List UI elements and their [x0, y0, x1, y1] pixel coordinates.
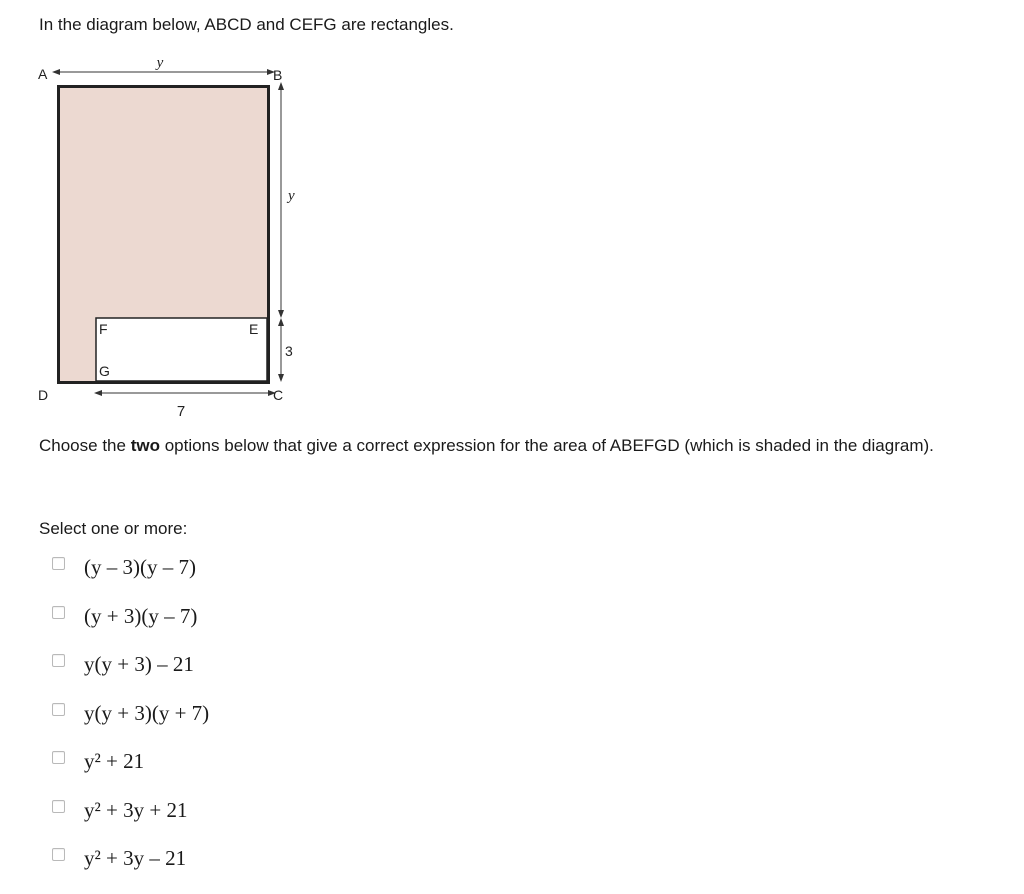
- option-4-checkbox[interactable]: [52, 703, 65, 716]
- arrowhead: [278, 374, 284, 382]
- question-text: Choose the two options below that give a correct expression for the area of ABEFGD (which is shaded in the diagram).: [39, 436, 934, 455]
- option-1-label[interactable]: (y – 3)(y – 7): [84, 555, 196, 579]
- option-7-label[interactable]: y² + 3y – 21: [84, 846, 187, 870]
- vertex-e: E: [249, 321, 259, 337]
- vertex-d: D: [38, 387, 49, 403]
- top-length-label: y: [156, 55, 164, 71]
- question-emphasis: two: [130, 436, 160, 455]
- option-3-label[interactable]: y(y + 3) – 21: [84, 652, 194, 676]
- select-instruction: Select one or more:: [39, 519, 188, 538]
- ce-length-label: 3: [285, 343, 293, 359]
- arrowhead: [278, 82, 284, 90]
- option-6-checkbox[interactable]: [52, 800, 65, 813]
- intro-text: In the diagram below, ABCD and CEFG are rectangles.: [39, 15, 454, 34]
- vertex-c: C: [273, 387, 284, 403]
- arrowhead: [94, 390, 102, 396]
- vertex-a: A: [38, 66, 48, 82]
- option-7-checkbox[interactable]: [52, 848, 65, 861]
- vertex-g: G: [99, 363, 110, 379]
- arrowhead: [278, 318, 284, 326]
- option-5-label[interactable]: y² + 21: [84, 749, 145, 773]
- option-6-label[interactable]: y² + 3y + 21: [84, 797, 188, 822]
- rectangle-diagram: [30, 52, 310, 424]
- vertex-f: F: [99, 321, 108, 337]
- arrowhead: [52, 69, 60, 75]
- option-5-checkbox[interactable]: [52, 751, 65, 764]
- option-1-checkbox[interactable]: [52, 557, 65, 570]
- arrowhead: [278, 310, 284, 318]
- option-2-checkbox[interactable]: [52, 606, 65, 619]
- option-4-label[interactable]: y(y + 3)(y + 7): [84, 700, 210, 725]
- vertex-b: B: [273, 67, 283, 83]
- option-3-checkbox[interactable]: [52, 654, 65, 667]
- option-2-label[interactable]: (y + 3)(y – 7): [84, 603, 198, 628]
- right-length-label: y: [288, 188, 295, 204]
- rect-cefg: [96, 318, 267, 381]
- bottom-length-label: 7: [176, 403, 186, 420]
